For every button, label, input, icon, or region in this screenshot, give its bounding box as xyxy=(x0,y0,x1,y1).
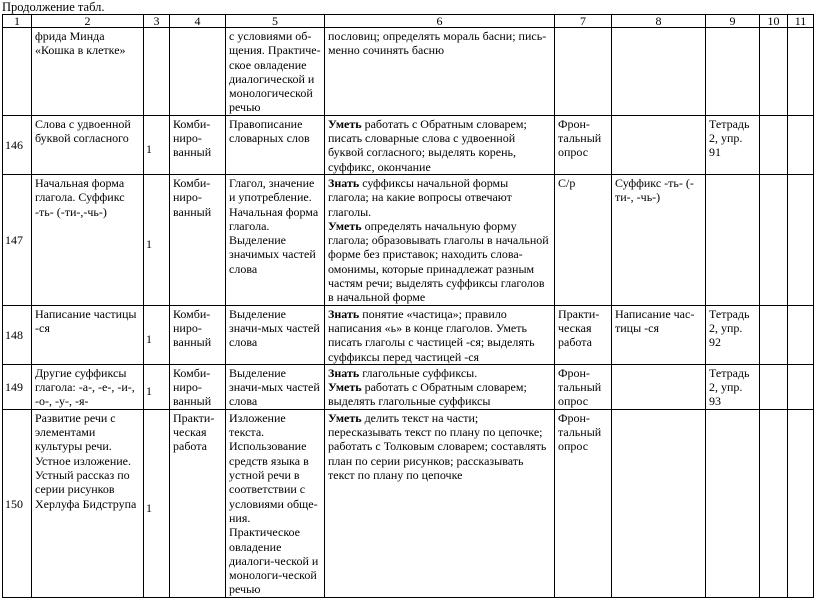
requirements: Знать понятие «частица»; правило написания «ь» в конце глаголов. Уметь писать глаголы с частицей -ся; выделять суффиксы перед частицей -ся xyxy=(325,305,555,364)
lesson-topic: фрида Минда «Кошка в клетке» xyxy=(32,28,144,116)
empty-cell xyxy=(788,115,814,174)
lesson-type: Практи-ческая работа xyxy=(170,409,226,597)
table-row xyxy=(3,364,814,409)
control-type xyxy=(555,28,612,116)
content-elements: Изложение текста. Использование средств языка в устной речи в соответствии с условиями обще-ния. Практическое овладение диалоги-ческой и монологи-ческой речью xyxy=(226,409,325,597)
header-cell: 8 xyxy=(612,15,706,28)
lesson-topic: Слова с удвоенной буквой согласного xyxy=(32,115,144,174)
vocabulary xyxy=(612,28,706,116)
empty-cell xyxy=(788,409,814,597)
header-cell: 10 xyxy=(760,15,788,28)
lesson-topic: Написание частицы -ся xyxy=(32,305,144,364)
header-cell: 9 xyxy=(706,15,760,28)
requirements: Уметь делить текст на части; пересказывать текст по плану по цепочке; работать с Толковым словарем; составлять план по серии рисунков; рассказывать текст по плану по цепочке xyxy=(325,409,555,597)
lesson-type xyxy=(170,28,226,116)
homework: Тетрадь 2, упр. 91 xyxy=(706,115,760,174)
homework xyxy=(706,28,760,116)
vocabulary: Суффикс -ть- (-ти-, -чь-) xyxy=(612,174,706,305)
requirements: Знать суффиксы начальной формы глагола; на какие вопросы отвечают глаголы. Уметь определять начальную форму глагола; образовывать глаголы в начальной форме без приставок; находить слова-омонимы, которые принадлежат разным частям речи; выделять суффиксы глаголов в начальной форме xyxy=(325,174,555,305)
lesson-type: Комби-ниро-ванный xyxy=(170,305,226,364)
homework: Тетрадь 2, упр. 92 xyxy=(706,305,760,364)
lesson-hours: 1 xyxy=(144,174,170,305)
lesson-hours: 1 xyxy=(144,364,170,409)
lesson-number: 146 xyxy=(3,115,32,174)
homework xyxy=(706,174,760,305)
header-cell: 7 xyxy=(555,15,612,28)
vocabulary xyxy=(612,409,706,597)
vocabulary xyxy=(612,364,706,409)
requirements: пословиц; определять мораль басни; пись-менно сочинять басню xyxy=(325,28,555,116)
lesson-number: 149 xyxy=(3,364,32,409)
requirements: Знать глагольные суффиксы. Уметь работать с Обратным словарем; выделять глагольные суффиксы xyxy=(325,364,555,409)
lesson-number xyxy=(3,28,32,116)
control-type: Фрон-тальный опрос xyxy=(555,115,612,174)
homework xyxy=(706,409,760,597)
empty-cell xyxy=(760,28,788,116)
empty-cell xyxy=(760,364,788,409)
control-type: С/р xyxy=(555,174,612,305)
content-elements: Выделение значи-мых частей слова xyxy=(226,305,325,364)
lesson-topic: Другие суффиксы глагола: -а-, -е-, -и-, -о-, -у-, -я- xyxy=(32,364,144,409)
homework: Тетрадь 2, упр. 93 xyxy=(706,364,760,409)
header-cell: 4 xyxy=(170,15,226,28)
requirements: Уметь работать с Обратным словарем; писать словарные слова с удвоенной буквой согласного; выделять корень, суффикс, окончание xyxy=(325,115,555,174)
lesson-topic: Развитие речи с элементами культуры речи. Устное изложение. Устный рассказ по серии рисунков Херлуфа Бидструпа xyxy=(32,409,144,597)
empty-cell xyxy=(788,305,814,364)
lesson-hours: 1 xyxy=(144,305,170,364)
empty-cell xyxy=(760,174,788,305)
content-elements: с условиями об-щения. Практиче-ское овладение диалогической и монологической речью xyxy=(226,28,325,116)
lesson-type: Комби-ниро-ванный xyxy=(170,364,226,409)
control-type: Практи-ческая работа xyxy=(555,305,612,364)
lesson-topic: Начальная форма глагола. Суффикс -ть- (-ти-,-чь-) xyxy=(32,174,144,305)
lesson-plan-table xyxy=(2,14,814,598)
lesson-hours xyxy=(144,28,170,116)
table-row xyxy=(3,409,814,597)
empty-cell xyxy=(760,305,788,364)
header-cell: 1 xyxy=(3,15,32,28)
empty-cell xyxy=(788,364,814,409)
empty-cell xyxy=(760,115,788,174)
header-cell: 6 xyxy=(325,15,555,28)
control-type: Фрон-тальный опрос xyxy=(555,364,612,409)
table-row xyxy=(3,174,814,305)
empty-cell xyxy=(760,409,788,597)
table-caption: Продолжение табл. xyxy=(2,0,105,14)
empty-cell xyxy=(788,28,814,116)
vocabulary: Написание час-тицы -ся xyxy=(612,305,706,364)
control-type: Фрон-тальный опрос xyxy=(555,409,612,597)
lesson-number: 148 xyxy=(3,305,32,364)
header-cell: 2 xyxy=(32,15,144,28)
lesson-hours: 1 xyxy=(144,115,170,174)
table-row xyxy=(3,115,814,174)
table-row xyxy=(3,28,814,116)
vocabulary xyxy=(612,115,706,174)
content-elements: Выделение значи-мых частей слова xyxy=(226,364,325,409)
lesson-hours: 1 xyxy=(144,409,170,597)
header-row xyxy=(3,15,814,28)
header-cell: 11 xyxy=(788,15,814,28)
lesson-number: 147 xyxy=(3,174,32,305)
table-row xyxy=(3,305,814,364)
empty-cell xyxy=(788,174,814,305)
lesson-type: Комби-ниро-ванный xyxy=(170,115,226,174)
lesson-type: Комби-ниро-ванный xyxy=(170,174,226,305)
header-cell: 3 xyxy=(144,15,170,28)
content-elements: Правописание словарных слов xyxy=(226,115,325,174)
lesson-number: 150 xyxy=(3,409,32,597)
header-cell: 5 xyxy=(226,15,325,28)
content-elements: Глагол, значение и употребление. Начальная форма глагола. Выделение значимых частей слова xyxy=(226,174,325,305)
